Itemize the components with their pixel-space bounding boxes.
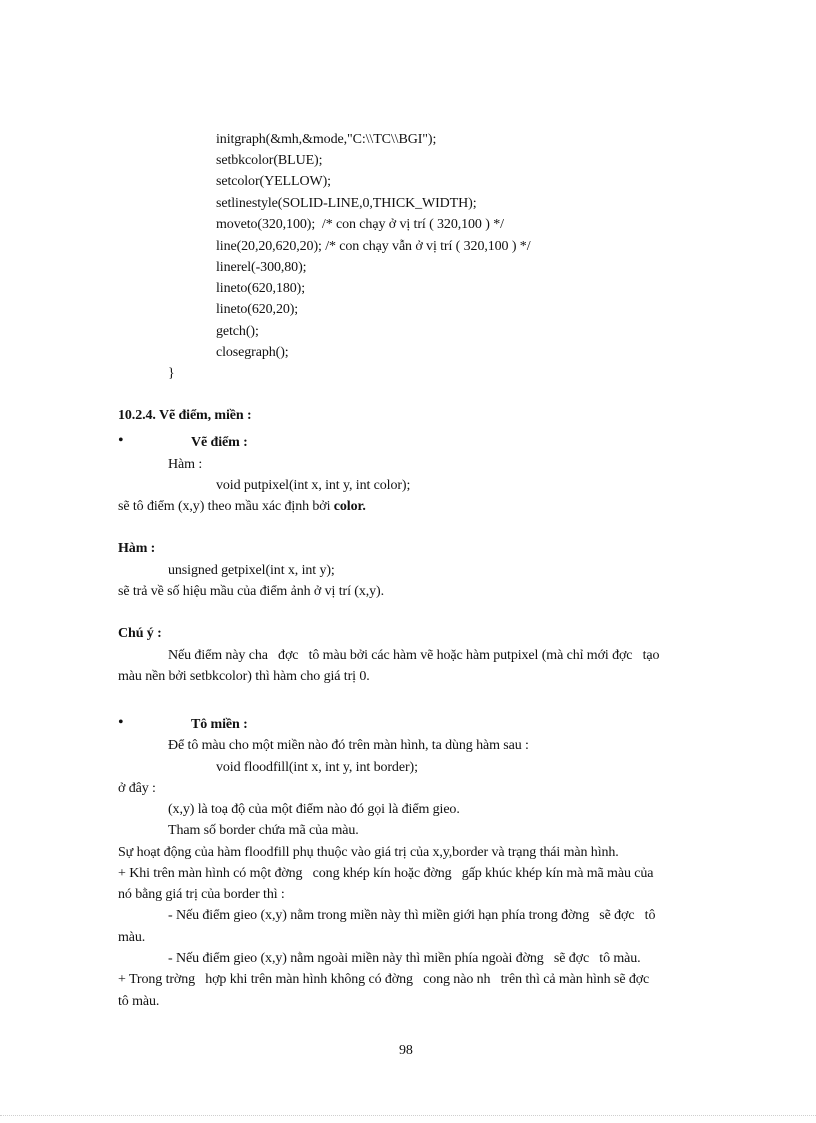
param-xy: (x,y) là toạ độ của một điểm nào đó gọi là điểm gieo. <box>168 802 460 817</box>
code-line-9: lineto(620,20); <box>216 302 299 317</box>
code-line-8: lineto(620,180); <box>216 281 305 296</box>
note-line-1: Nếu điểm này cha đợc tô màu bởi các hàm vẽ hoặc hàm putpixel (mà chỉ mới đợc tạo <box>168 648 660 663</box>
section-heading: 10.2.4. Vẽ điểm, miền : <box>118 408 252 423</box>
note-line-2: màu nền bởi setbkcolor) thì hàm cho giá trị 0. <box>118 669 370 684</box>
floodfill-code: void floodfill(int x, int y, int border); <box>216 760 418 775</box>
ham-label-1: Hàm : <box>168 457 203 472</box>
code-line-7: linerel(-300,80); <box>216 260 307 275</box>
case-closed-line-1: + Khi trên màn hình có một đờng cong khép kín hoặc đờng gấp khúc khép kín mà mã màu của <box>118 866 654 881</box>
code-line-2: setbkcolor(BLUE); <box>216 153 323 168</box>
ham-label-2: Hàm : <box>118 541 156 556</box>
code-line-3: setcolor(YELLOW); <box>216 174 331 189</box>
param-border: Tham số border chứa mã của màu. <box>168 823 359 838</box>
floodfill-behavior: Sự hoạt động của hàm floodfill phụ thuộc vào giá trị của x,y,border và trạng thái màn hình. <box>118 845 619 860</box>
no-curve-line-1: + Trong trờng hợp khi trên màn hình không có đờng cong nào nh trên thì cả màn hình sẽ đợc <box>118 972 650 987</box>
code-line-10: getch(); <box>216 324 259 339</box>
page-number: 98 <box>399 1043 413 1058</box>
bullet-icon: • <box>118 432 124 449</box>
closing-brace: } <box>168 366 175 381</box>
subheading-to-mien: Tô miền : <box>191 717 248 732</box>
putpixel-code: void putpixel(int x, int y, int color); <box>216 478 411 493</box>
putpixel-desc: sẽ tô điểm (x,y) theo mầu xác định bởi color. <box>118 499 366 514</box>
inside-case-line-1: - Nếu điểm gieo (x,y) nằm trong miền này thì miền giới hạn phía trong đờng sẽ đợc tô <box>168 908 656 923</box>
bullet-icon-2: • <box>118 714 124 731</box>
page-bottom-divider <box>0 1115 816 1116</box>
code-line-1: initgraph(&mh,&mode,"C:\\TC\\BGI"); <box>216 132 437 147</box>
no-curve-line-2: tô màu. <box>118 994 160 1009</box>
floodfill-intro: Để tô màu cho một miền nào đó trên màn hình, ta dùng hàm sau : <box>168 738 529 753</box>
code-line-11: closegraph(); <box>216 345 289 360</box>
where-label: ở đây : <box>118 781 156 796</box>
code-line-4: setlinestyle(SOLID-LINE,0,THICK_WIDTH); <box>216 196 477 211</box>
case-closed-line-2: nó bằng giá trị của border thì : <box>118 887 285 902</box>
note-label: Chú ý : <box>118 626 162 641</box>
getpixel-code: unsigned getpixel(int x, int y); <box>168 563 335 578</box>
getpixel-desc: sẽ trả về số hiệu mầu của điểm ảnh ở vị trí (x,y). <box>118 584 384 599</box>
subheading-ve-diem: Vẽ điểm : <box>191 435 248 450</box>
outside-case: - Nếu điểm gieo (x,y) nằm ngoài miền này thì miền phía ngoài đờng sẽ đợc tô màu. <box>168 951 641 966</box>
code-line-6: line(20,20,620,20); /* con chạy vẫn ở vị trí ( 320,100 ) */ <box>216 239 531 254</box>
inside-case-line-2: màu. <box>118 930 146 945</box>
code-line-5: moveto(320,100); /* con chạy ở vị trí ( 320,100 ) */ <box>216 217 504 232</box>
